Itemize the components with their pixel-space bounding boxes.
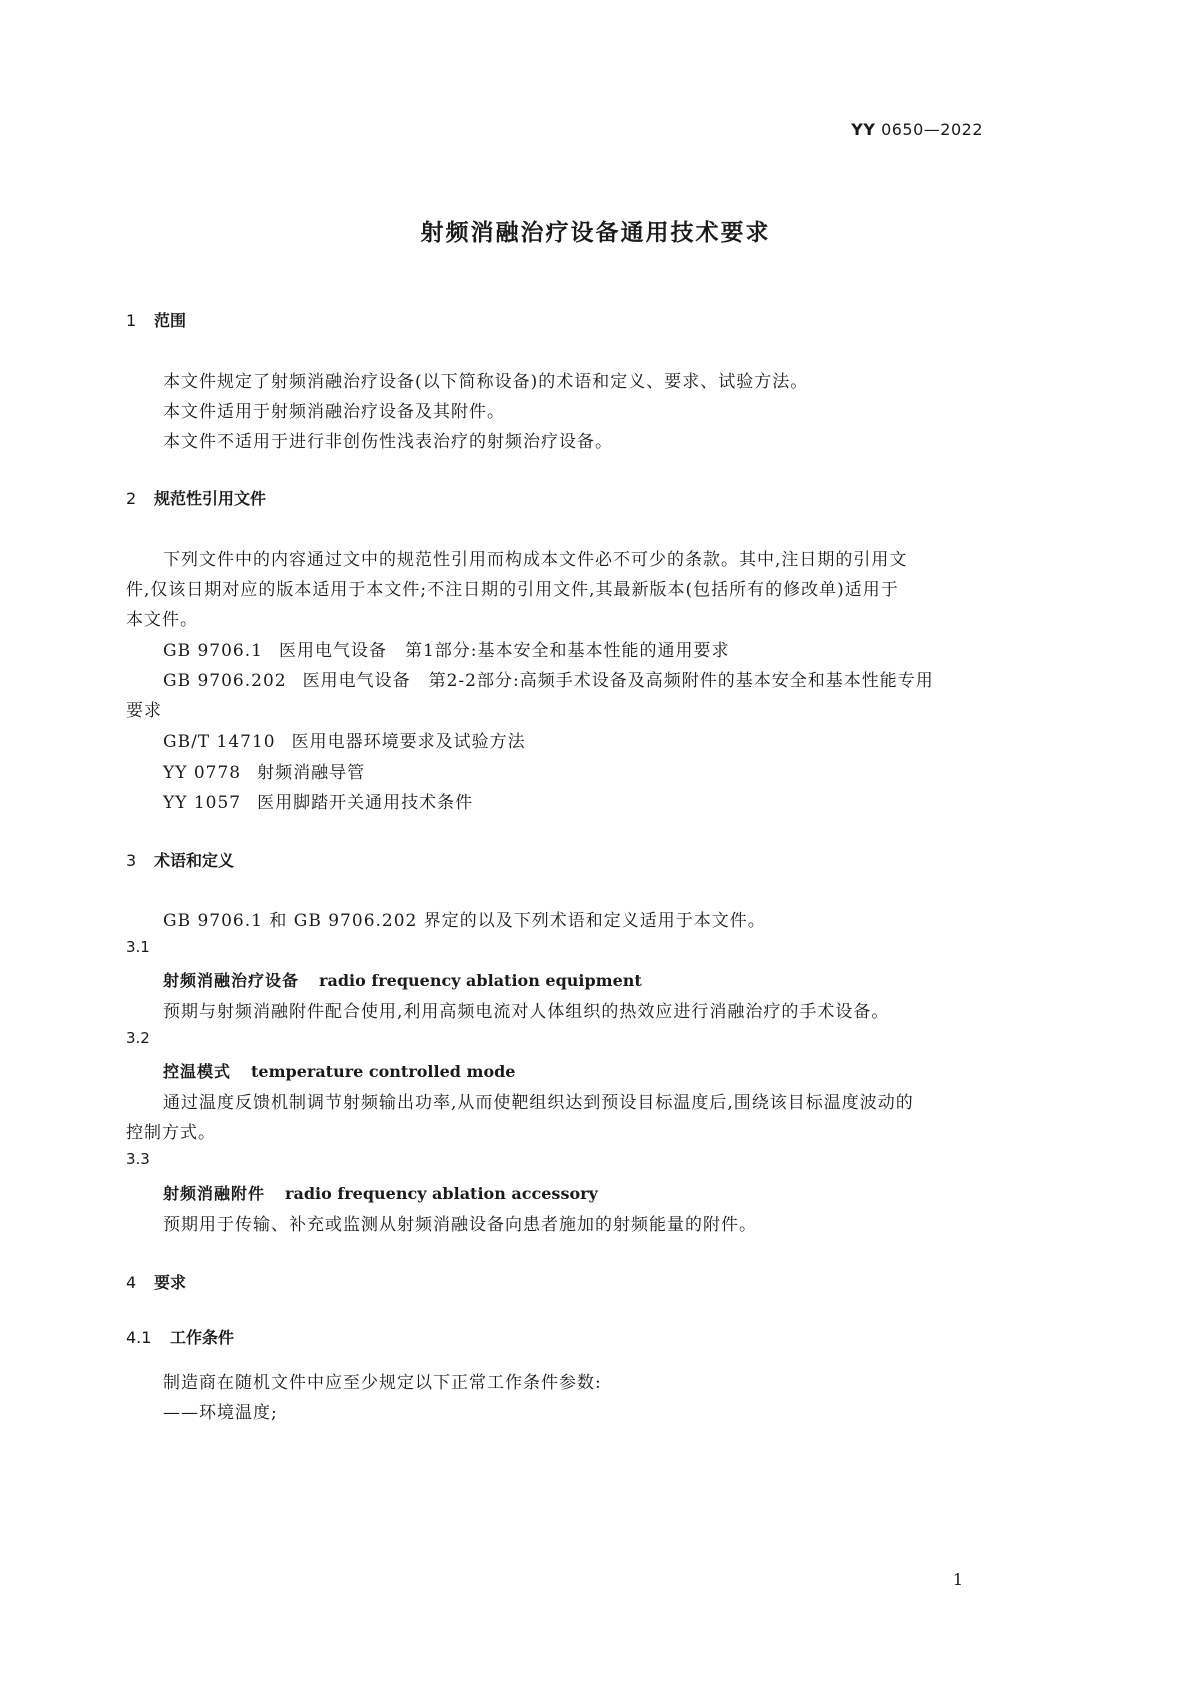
section-4-heading — [126, 1270, 186, 1293]
reference-code: GB/T 14710 — [163, 732, 276, 752]
page-number: 1 — [952, 1570, 963, 1589]
reference-code: YY 1057 — [163, 793, 242, 813]
reference-continuation: 要求 — [126, 701, 162, 721]
reference-title: 医用电气设备 第2-2部分:高频手术设备及高频附件的基本安全和基本性能专用 — [302, 671, 934, 691]
paragraph: 制造商在随机文件中应至少规定以下正常工作条件参数: — [163, 1373, 602, 1393]
reference-item — [163, 636, 730, 661]
section-title: 范围 — [154, 311, 187, 330]
term-definition: 预期用于传输、补充或监测从射频消融设备向患者施加的射频能量的附件。 — [163, 1215, 757, 1235]
reference-item — [163, 727, 526, 752]
section-number: 1 — [126, 311, 137, 330]
reference-title: 医用电器环境要求及试验方法 — [291, 732, 526, 752]
term-zh: 射频消融治疗设备 — [163, 971, 300, 990]
standard-prefix: YY — [851, 120, 876, 139]
reference-title: 射频消融导管 — [257, 763, 366, 783]
term-heading — [163, 968, 642, 991]
paragraph: 本文件不适用于进行非创伤性浅表治疗的射频治疗设备。 — [163, 432, 613, 452]
term-heading — [163, 1059, 515, 1082]
term-zh: 射频消融附件 — [163, 1184, 266, 1203]
section-2-heading — [126, 486, 266, 509]
subsection-number: 4.1 — [126, 1328, 152, 1347]
reference-item — [163, 666, 934, 691]
reference-code: GB 9706.1 — [163, 641, 263, 661]
section-number: 2 — [126, 489, 137, 508]
subsection-title: 工作条件 — [170, 1328, 235, 1347]
term-en: temperature controlled mode — [251, 1062, 516, 1081]
term-heading — [163, 1181, 598, 1204]
paragraph: GB 9706.1 和 GB 9706.202 界定的以及下列术语和定义适用于本文件。 — [163, 911, 766, 931]
reference-code: YY 0778 — [163, 763, 242, 783]
section-title: 要求 — [154, 1273, 187, 1292]
reference-item — [163, 758, 365, 783]
term-definition-continuation: 控制方式。 — [126, 1123, 216, 1143]
reference-item — [163, 788, 473, 813]
section-3-heading — [126, 848, 234, 871]
term-number: 3.2 — [126, 1029, 150, 1047]
paragraph: 下列文件中的内容通过文中的规范性引用而构成本文件必不可少的条款。其中,注日期的引用文 — [163, 550, 908, 570]
reference-title: 医用电气设备 第1部分:基本安全和基本性能的通用要求 — [278, 641, 730, 661]
reference-title: 医用脚踏开关通用技术条件 — [257, 793, 474, 813]
section-number: 4 — [126, 1273, 137, 1292]
term-definition: 通过温度反馈机制调节射频输出功率,从而使靶组织达到预设目标温度后,围绕该目标温度波动的 — [163, 1093, 914, 1113]
reference-code: GB 9706.202 — [163, 671, 287, 691]
term-number: 3.1 — [126, 938, 150, 956]
paragraph: 本文件适用于射频消融治疗设备及其附件。 — [163, 402, 505, 422]
section-title: 规范性引用文件 — [154, 489, 267, 508]
term-definition: 预期与射频消融附件配合使用,利用高频电流对人体组织的热效应进行消融治疗的手术设备。 — [163, 1002, 890, 1022]
section-number: 3 — [126, 851, 137, 870]
standard-code: 0650—2022 — [881, 120, 983, 139]
paragraph: 本文件规定了射频消融治疗设备(以下简称设备)的术语和定义、要求、试验方法。 — [163, 372, 809, 392]
term-en: radio frequency ablation equipment — [319, 971, 642, 990]
subsection-4-1-heading — [126, 1325, 234, 1348]
paragraph-continuation: 本文件。 — [126, 610, 198, 630]
standard-number — [851, 120, 983, 139]
paragraph-continuation: 件,仅该日期对应的版本适用于本文件;不注日期的引用文件,其最新版本(包括所有的修改单)适用于 — [126, 580, 899, 600]
section-title: 术语和定义 — [154, 851, 235, 870]
document-title: 射频消融治疗设备通用技术要求 — [420, 220, 771, 246]
section-1-heading — [126, 308, 186, 331]
term-en: radio frequency ablation accessory — [285, 1184, 598, 1203]
term-number: 3.3 — [126, 1150, 150, 1168]
list-item: ——环境温度; — [163, 1403, 278, 1423]
term-zh: 控温模式 — [163, 1062, 232, 1081]
